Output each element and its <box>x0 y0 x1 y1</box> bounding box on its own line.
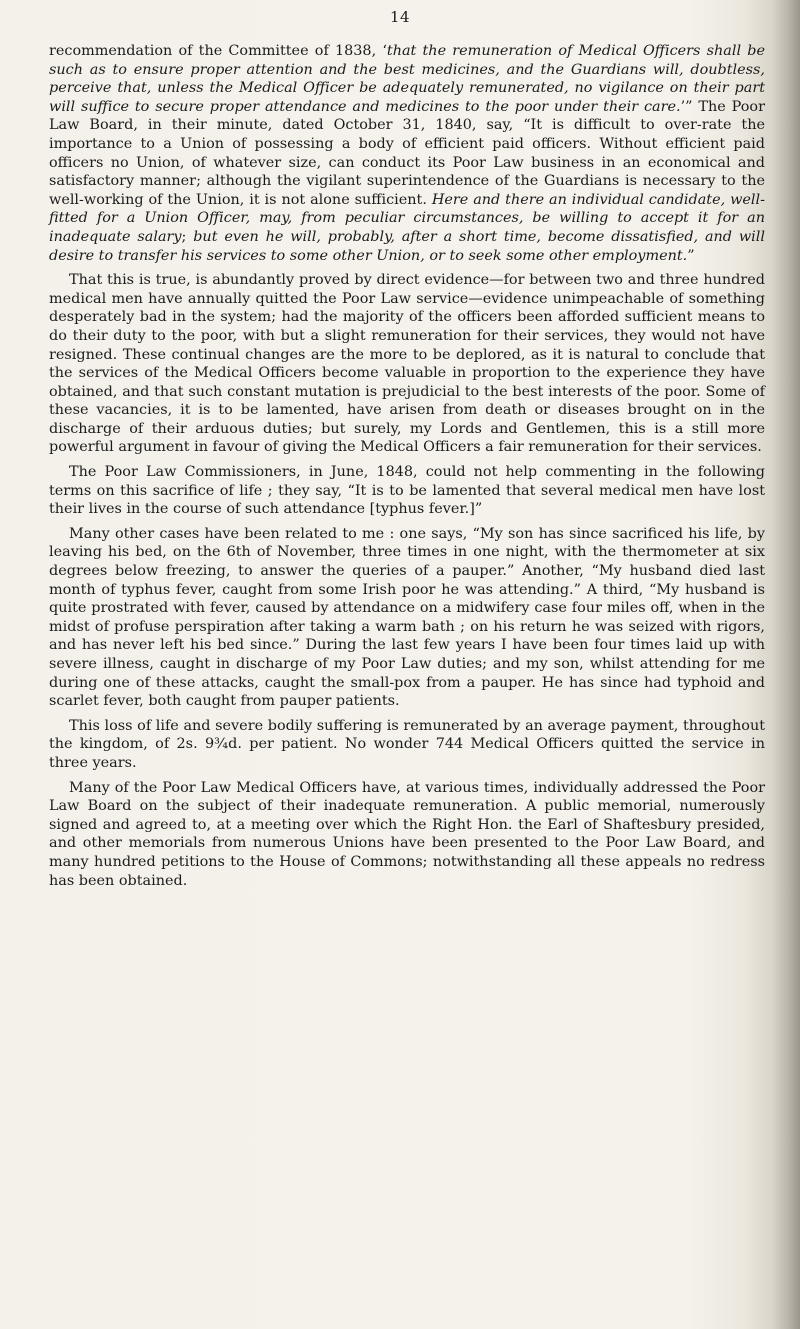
paragraph <box>49 42 765 265</box>
text-run: Many of the Poor Law Medical Officers have, at various times, individually addressed the Poor Law Board on the subject of their inadequate remuneration. A public memorial, numerously signed and agreed to, at a meeting over which the Right Hon. the Earl of Shaftesbury presided, and other memorials from numerous Unions have been presented to the Poor Law Board, and many hundred petitions to the House of Commons; notwithstanding all these appeals no redress has been obtained. <box>49 779 765 889</box>
paragraph <box>49 717 765 773</box>
text-run: ” <box>687 247 695 264</box>
text-run: This loss of life and severe bodily suffering is remunerated by an average payment, throughout the kingdom, of 2s. 9¾d. per patient. No wonder 744 Medical Officers quitted the service in three years. <box>49 717 765 771</box>
text-run: ’” The Poor Law Board, in their minute, dated October 31, 1840, say, “It is difficult to over-rate the importance to a Union of possessing a body of efficient paid officers. Without efficient paid officers no Union, of whatever size, can conduct its Poor Law business in an economical and satisfactory manner; although the vigilant superintendence of the Guardians is necessary to the well-working of the Union, it is not alone sufficient. <box>49 98 765 208</box>
text-run: The Poor Law Commissioners, in June, 1848, could not help commenting in the following terms on this sacrifice of life ; they say, “It is to be lamented that several medical men have lost their lives in the course of such attendance [typhus fever.]” <box>49 464 765 518</box>
text-run: Many other cases have been related to me : one says, “My son has since sacrificed his life, by leaving his bed, on the 6th of November, three times in one night, with the thermometer at six degrees below freezing, to answer the queries of a pauper.” Another, “My husband died last month of typhus fever, caught from some Irish poor he was attending.” A third, “My husband is quite prostrated with fever, caused by attendance on a midwifery case four miles off, when in the midst of profuse perspiration after taking a warm bath ; on his return he was seized with rigors, and has never left his bed since.” During the last few years I have been four times laid up with severe illness, caught in discharge of my Poor Law duties; and my son, whilst attending for me during one of these attacks, caught the small-pox from a pauper. He has since had typhoid and scarlet fever, both caught from pauper patients. <box>49 525 765 710</box>
paragraph <box>49 271 765 457</box>
text-run: ; <box>181 228 194 245</box>
page-gutter-shadow <box>772 0 800 1329</box>
page-body-text <box>49 42 765 890</box>
paragraph <box>49 779 765 891</box>
paragraph <box>49 463 765 519</box>
italic-text-run: but even he will, probably, after a short time, become dissatisfied, and will desire to transfer his services to some other Union, or to seek some other employment. <box>49 228 765 264</box>
italic-text-run: Here and there an individual candidate, well-fitted for a Union Officer, may, from peculiar circumstances, be willing to accept it for an inadequate salary <box>49 191 765 245</box>
text-run: That this is true, is abundantly proved by direct evidence—for between two and three hundred medical men have annually quitted the Poor Law service—evidence unimpeachable of something desperately bad in the system; had the majority of the officers been afforded sufficient means to do their duty to the poor, with but a slight remuneration for their services, they would not have resigned. These continual changes are the more to be deplored, as it is natural to conclude that the services of the Medical Officers become valuable in proportion to the experience they have obtained, and that such constant mutation is prejudicial to the best interests of the poor. Some of these vacancies, it is to be lamented, have arisen from death or diseases brought on in the discharge of their arduous duties; but surely, my Lords and Gentlemen, this is a still more powerful argument in favour of giving the Medical Officers a fair remuneration for their services. <box>49 272 765 456</box>
text-run: recommendation of the Committee of 1838, ‘ <box>49 43 387 59</box>
page-number: 14 <box>389 8 411 26</box>
paragraph <box>49 525 765 711</box>
italic-text-run: that the remuneration of Medical Officers shall be such as to ensure proper attention and the best medicines, and the Guardians will, doubtless, perceive that, unless the Medical Officer be adequately remunerated, no vigilance on their part will suffice to secure proper attendance and medicines to the poor under their care. <box>49 43 765 115</box>
